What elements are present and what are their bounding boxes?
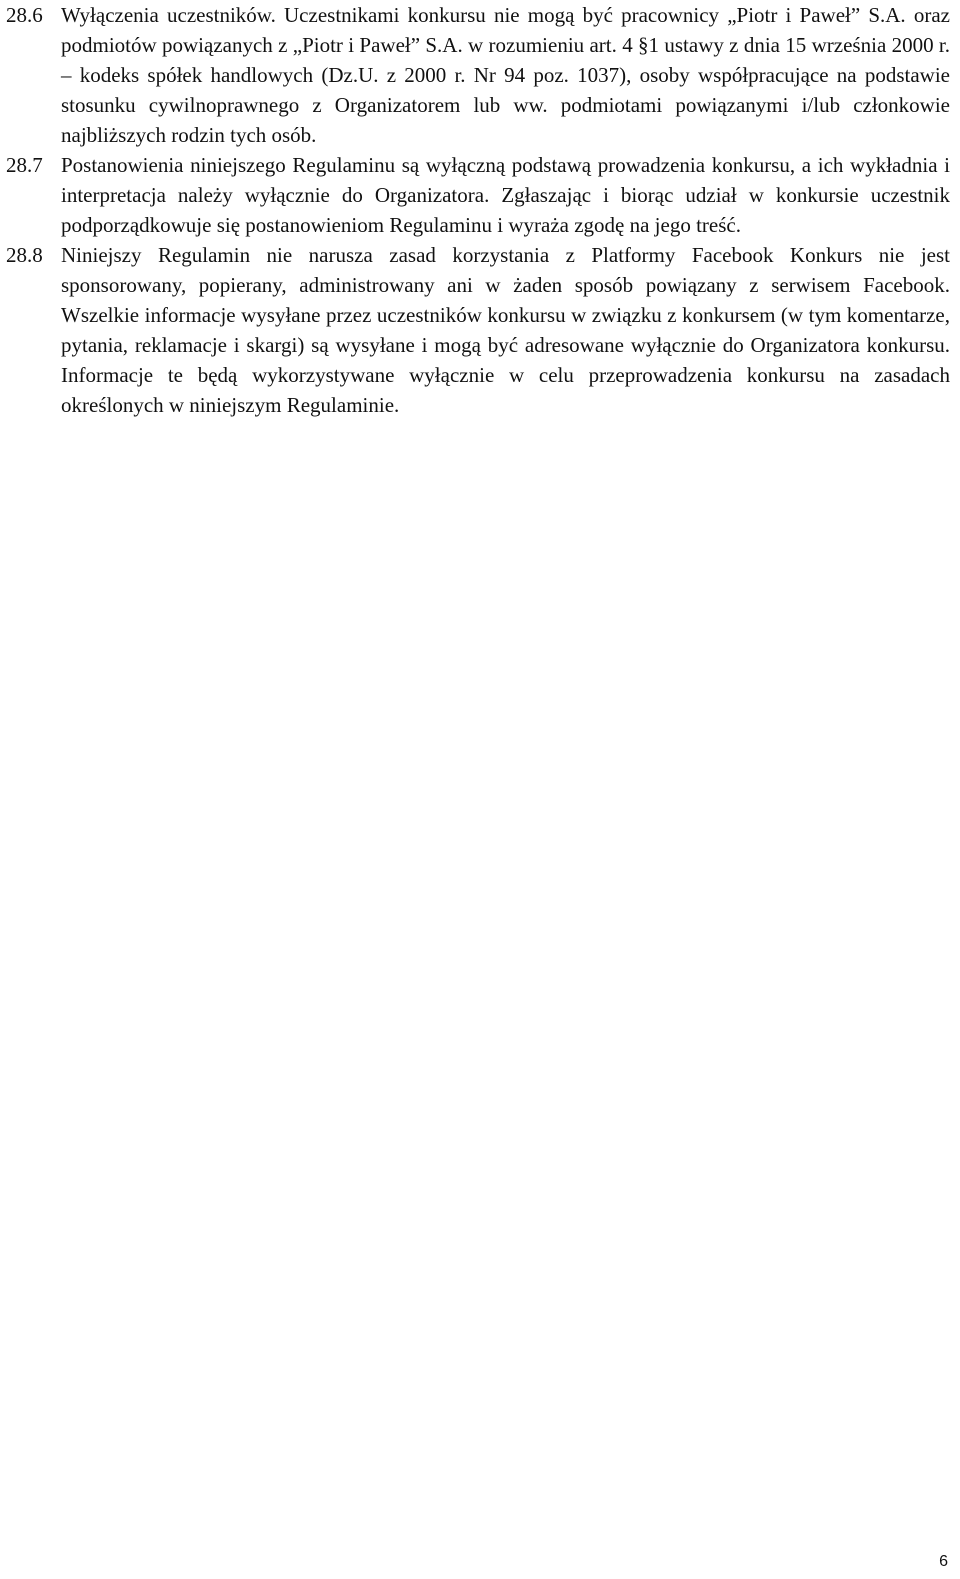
section-28-7 xyxy=(6,150,950,240)
section-text: Niniejszy Regulamin nie narusza zasad korzystania z Platformy Facebook Konkurs nie jest sponsorowany, popierany, administrowany ani w żaden sposób powiązany z serwisem Facebook. Wszelkie informacje wysyłane przez uczestników konkursu w związku z konkursem (w tym komentarze, pytania, reklamacje i skargi) są wysyłane i mogą być adresowane wyłącznie do Organizatora konkursu. Informacje te będą wykorzystywane wyłącznie w celu przeprowadzenia konkursu na zasadach określonych w niniejszym Regulaminie. xyxy=(61,243,950,417)
section-text: Postanowienia niniejszego Regulaminu są wyłączną podstawą prowadzenia konkursu, a ich wykładnia i interpretacja należy wyłącznie do Organizatora. Zgłaszając i biorąc udział w konkursie uczestnik podporządkowuje się postanowieniom Regulaminu i wyraża zgodę na jego treść. xyxy=(61,153,950,237)
section-number: 28.6 xyxy=(6,3,43,27)
section-number: 28.7 xyxy=(6,153,43,177)
document-page xyxy=(6,0,950,420)
section-number: 28.8 xyxy=(6,243,43,267)
section-28-8 xyxy=(6,240,950,420)
section-28-6 xyxy=(6,0,950,150)
section-text: Wyłączenia uczestników. Uczestnikami konkursu nie mogą być pracownicy „Piotr i Paweł” S.A. oraz podmiotów powiązanych z „Piotr i Paweł” S.A. w rozumieniu art. 4 §1 ustawy z dnia 15 września 2000 r. – kodeks spółek handlowych (Dz.U. z 2000 r. Nr 94 poz. 1037), osoby współpracujące na podstawie stosunku cywilnoprawnego z Organizatorem lub ww. podmiotami powiązanymi i/lub członkowie najbliższych rodzin tych osób. xyxy=(61,3,950,147)
page-number: 6 xyxy=(939,1553,948,1570)
